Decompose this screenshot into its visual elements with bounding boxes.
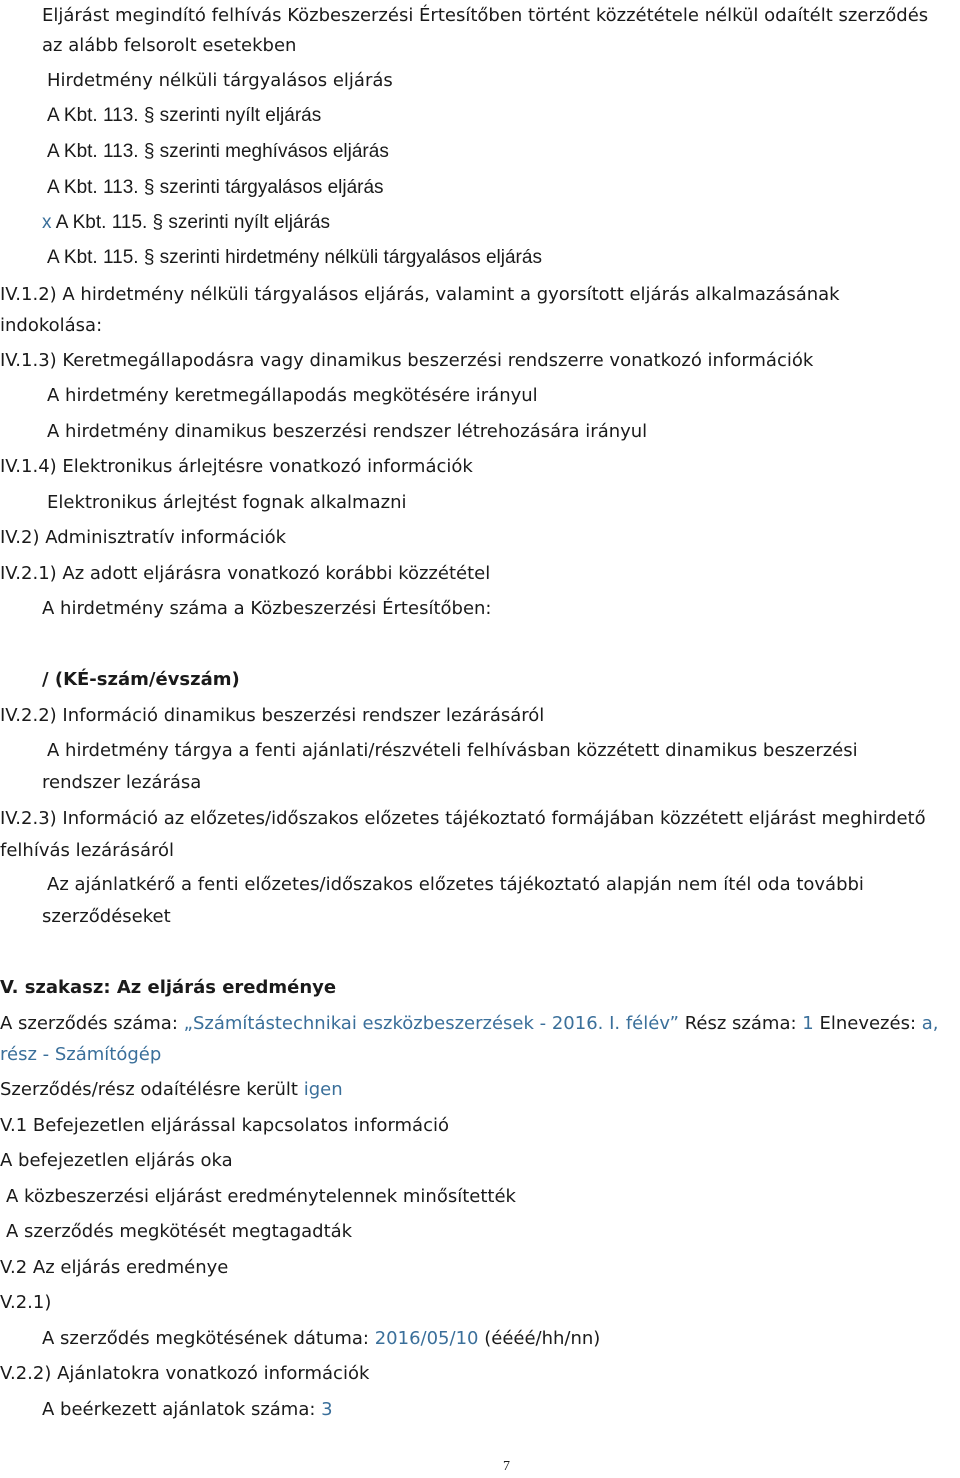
checked-mark: x (42, 212, 52, 233)
name-label: Elnevezés: (819, 1013, 917, 1034)
page-number: 7 (503, 1459, 510, 1474)
s423-line-1: IV.2.3) Információ az előzetes/időszakos előzetes tájékoztató formájában közzétett eljárást meghirdető (0, 808, 926, 829)
contract-date-line (42, 1328, 600, 1350)
s422-item-line-2: rendszer lezárása (42, 772, 202, 793)
v21-heading: V.2.1) (0, 1292, 52, 1313)
offers-line (42, 1399, 333, 1421)
contract-value: „Számítástechnikai eszközbeszerzések - 2016. I. félév” (183, 1013, 679, 1034)
intro-line-2: az alább felsorolt esetekben (42, 35, 297, 56)
contract-date-value: 2016/05/10 (374, 1328, 479, 1349)
v1-heading: V.1 Befejezetlen eljárással kapcsolatos információ (0, 1115, 449, 1136)
s422-heading: IV.2.2) Információ dinamikus beszerzési rendszer lezárásáról (0, 705, 545, 726)
offers-label: A beérkezett ajánlatok száma: (42, 1399, 316, 1420)
s421-item-notice-number: A hirdetmény száma a Közbeszerzési Értesítőben: (42, 598, 492, 619)
part-label: Rész száma: (684, 1013, 797, 1034)
option-kbt115-negotiated: A Kbt. 115. § szerinti hirdetmény nélküli tárgyalásos eljárás (47, 247, 542, 268)
part-value: 1 (802, 1013, 814, 1034)
name-value-start: a, (921, 1013, 939, 1034)
contract-date-format: (éééé/hh/nn) (484, 1328, 601, 1349)
s421-heading: IV.2.1) Az adott eljárásra vonatkozó korábbi közzététel (0, 563, 491, 584)
option-kbt115-open (42, 212, 330, 234)
option-kbt115-open-label: A Kbt. 115. § szerinti nyílt eljárás (55, 212, 330, 233)
s421-format: / (KÉ-szám/évszám) (42, 669, 240, 690)
s413-item-framework: A hirdetmény keretmegállapodás megkötésére irányul (47, 385, 538, 406)
name-value-continued: rész - Számítógép (0, 1044, 162, 1065)
s412-line-2: indokolása: (0, 315, 103, 336)
contract-label: A szerződés száma: (0, 1013, 178, 1034)
v1-reason: A befejezetlen eljárás oka (0, 1150, 233, 1171)
v1-option-refused: A szerződés megkötését megtagadták (6, 1221, 353, 1242)
contract-line (0, 1013, 939, 1035)
awarded-value: igen (303, 1079, 343, 1100)
v1-option-unsuccessful: A közbeszerzési eljárást eredménytelennek minősítették (6, 1186, 516, 1207)
option-kbt113-open: A Kbt. 113. § szerinti nyílt eljárás (47, 105, 322, 126)
v2-heading: V.2 Az eljárás eredménye (0, 1257, 229, 1278)
awarded-line (0, 1079, 343, 1101)
v22-heading: V.2.2) Ajánlatokra vonatkozó információk (0, 1363, 370, 1384)
option-kbt113-restricted: A Kbt. 113. § szerinti meghívásos eljárás (47, 141, 389, 162)
s423-line-2: felhívás lezárásáról (0, 840, 175, 861)
s414-item-eauction: Elektronikus árlejtést fognak alkalmazni (47, 492, 407, 513)
s413-item-dynamic: A hirdetmény dinamikus beszerzési rendszer létrehozására irányul (47, 421, 648, 442)
option-kbt113-negotiated: A Kbt. 113. § szerinti tárgyalásos eljárás (47, 177, 384, 198)
section5-heading: V. szakasz: Az eljárás eredménye (0, 977, 337, 998)
s422-item-line-1: A hirdetmény tárgya a fenti ajánlati/részvételi felhívásban közzétett dinamikus beszerzési (47, 740, 858, 761)
s414-heading: IV.1.4) Elektronikus árlejtésre vonatkozó információk (0, 456, 473, 477)
s413-heading: IV.1.3) Keretmegállapodásra vagy dinamikus beszerzési rendszerre vonatkozó információk (0, 350, 814, 371)
offers-value: 3 (321, 1399, 333, 1420)
s42-heading: IV.2) Adminisztratív információk (0, 527, 287, 548)
option-negotiated-without-notice: Hirdetmény nélküli tárgyalásos eljárás (47, 70, 393, 91)
contract-date-label: A szerződés megkötésének dátuma: (42, 1328, 369, 1349)
s412-line-1: IV.1.2) A hirdetmény nélküli tárgyalásos eljárás, valamint a gyorsított eljárás alkalmazásának (0, 284, 840, 305)
intro-line-1: Eljárást megindító felhívás Közbeszerzési Értesítőben történt közzététele nélkül odaítélt szerződés (42, 5, 929, 26)
s423-item-line-2: szerződéseket (42, 906, 171, 927)
awarded-label: Szerződés/rész odaítélésre került (0, 1079, 298, 1100)
s423-item-line-1: Az ajánlatkérő a fenti előzetes/időszakos előzetes tájékoztató alapján nem ítél oda további (47, 874, 864, 895)
